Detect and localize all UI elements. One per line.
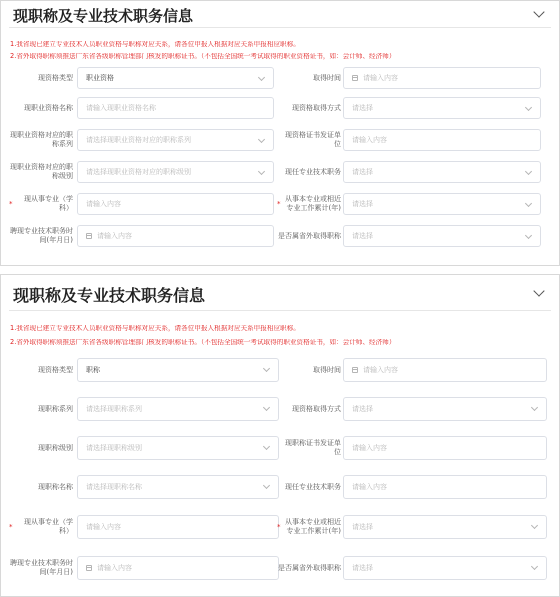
issuer-label: 现职称证书发证单位 xyxy=(285,439,341,456)
select-arrow-icon xyxy=(525,200,532,207)
select-arrow-icon xyxy=(263,404,270,411)
calendar-icon xyxy=(86,565,92,571)
select-arrow-icon xyxy=(258,136,265,143)
title-level-label: 现职称级别 xyxy=(38,443,73,452)
title-info-panel-bottom xyxy=(0,274,560,597)
notice-line-2: 2.省外取得职称须推送广东省各级职称管理部门核发的职称证书。（不包括全国统一考试取得的职业资格证书，如：会计师、经济师） xyxy=(10,339,396,346)
panel-title: 现职称及专业技术职务信息 xyxy=(13,286,206,305)
out-province-select[interactable]: 请选择 xyxy=(343,556,547,580)
obtain-method-select[interactable]: 请选择 xyxy=(343,97,541,119)
out-province-label: 是否属省外取得职称 xyxy=(278,231,341,240)
current-cert-type-label: 现资格类型 xyxy=(38,73,73,82)
calendar-icon xyxy=(86,233,92,239)
chevron-down-icon[interactable] xyxy=(533,6,544,17)
current-cert-type-label: 现资格类型 xyxy=(38,365,73,374)
select-arrow-icon xyxy=(263,482,270,489)
panel-title: 现职称及专业技术职务信息 xyxy=(13,7,194,25)
work-years-label: * 从事本专业或相近专业工作累计(年) xyxy=(277,518,341,535)
work-years-select[interactable]: 请选择 xyxy=(343,515,547,539)
mapped-series-label: 现职业资格对应的职称系列 xyxy=(10,131,73,148)
obtain-method-label: 现资格取得方式 xyxy=(292,404,341,413)
issuer-input[interactable]: 请输入内容 xyxy=(343,129,541,151)
work-years-label: * 从事本专业或相近专业工作累计(年) xyxy=(277,195,341,212)
hire-date-label: 聘现专业技术职务时间(年月日) xyxy=(10,559,73,576)
select-arrow-icon xyxy=(531,404,538,411)
title-name-select[interactable]: 请选择现职称名称 xyxy=(77,475,279,499)
select-arrow-icon xyxy=(525,104,532,111)
work-years-select[interactable]: 请选择 xyxy=(343,193,541,215)
mapped-series-select[interactable]: 请选择现职业资格对应的职称系列 xyxy=(77,129,274,151)
mapped-level-select[interactable]: 请选择现职业资格对应的职称级别 xyxy=(77,161,274,183)
obtain-method-select[interactable]: 请选择 xyxy=(343,397,547,421)
calendar-icon xyxy=(352,367,358,373)
major-label: * 现从事专业（学科） xyxy=(9,518,73,535)
issuer-input[interactable]: 请输入内容 xyxy=(343,436,547,460)
current-position-input[interactable]: 请输入内容 xyxy=(343,475,547,499)
issuer-label: 现资格证书发证单位 xyxy=(285,131,341,148)
select-arrow-icon xyxy=(531,522,538,529)
notice-line-1: 1.我省现已建立专业技术人员职业资格与职称对应关系，请各位申报人根据对应关系申报相应职称。 xyxy=(10,41,300,48)
obtain-date-input[interactable]: 请输入内容 xyxy=(343,358,547,382)
mapped-level-label: 现职业资格对应的职称级别 xyxy=(10,163,73,180)
cert-name-label: 现职业资格名称 xyxy=(24,103,73,112)
notice-line-1: 1.我省现已建立专业技术人员职业资格与职称对应关系，请各位申报人根据对应关系申报相应职称。 xyxy=(10,325,300,332)
panel-header[interactable] xyxy=(9,1,551,28)
select-arrow-icon xyxy=(531,563,538,570)
current-cert-type-select[interactable]: 职业资格 xyxy=(77,67,274,89)
obtain-method-label: 现资格取得方式 xyxy=(292,103,341,112)
obtain-date-label: 取得时间 xyxy=(313,73,341,82)
major-input[interactable]: 请输入内容 xyxy=(77,193,274,215)
panel-header[interactable] xyxy=(9,275,551,311)
current-position-label: 现任专业技术职务 xyxy=(285,167,341,176)
hire-date-input[interactable]: 请输入内容 xyxy=(77,556,279,580)
notice-line-2: 2.省外取得职称须推送广东省各级职称管理部门核发的职称证书。（不包括全国统一考试取得的职业资格证书，如：会计师、经济师） xyxy=(10,53,396,60)
select-arrow-icon xyxy=(525,232,532,239)
title-series-select[interactable]: 请选择现职称系列 xyxy=(77,397,279,421)
select-arrow-icon xyxy=(263,365,270,372)
obtain-date-label: 取得时间 xyxy=(313,365,341,374)
select-arrow-icon xyxy=(525,168,532,175)
calendar-icon xyxy=(352,75,358,81)
hire-date-input[interactable]: 请输入内容 xyxy=(77,225,274,247)
title-series-label: 现职称系列 xyxy=(38,404,73,413)
out-province-select[interactable]: 请选择 xyxy=(343,225,541,247)
current-position-label: 现任专业技术职务 xyxy=(285,482,341,491)
out-province-label: 是否属省外取得职称 xyxy=(278,563,341,572)
current-cert-type-select[interactable]: 职称 xyxy=(77,358,279,382)
obtain-date-input[interactable]: 请输入内容 xyxy=(343,67,541,89)
title-level-select[interactable]: 请选择现职称级别 xyxy=(77,436,279,460)
title-info-panel-top xyxy=(0,0,560,266)
hire-date-label: 聘现专业技术职务时间(年月日) xyxy=(10,227,73,244)
major-label: * 现从事专业（学科） xyxy=(9,195,73,212)
select-arrow-icon xyxy=(258,74,265,81)
select-arrow-icon xyxy=(263,443,270,450)
title-name-label: 现职称名称 xyxy=(38,482,73,491)
chevron-down-icon[interactable] xyxy=(533,285,544,296)
cert-name-input[interactable]: 请输入现职业资格名称 xyxy=(77,97,274,119)
major-input[interactable]: 请输入内容 xyxy=(77,515,279,539)
current-position-select[interactable]: 请选择 xyxy=(343,161,541,183)
select-arrow-icon xyxy=(258,168,265,175)
